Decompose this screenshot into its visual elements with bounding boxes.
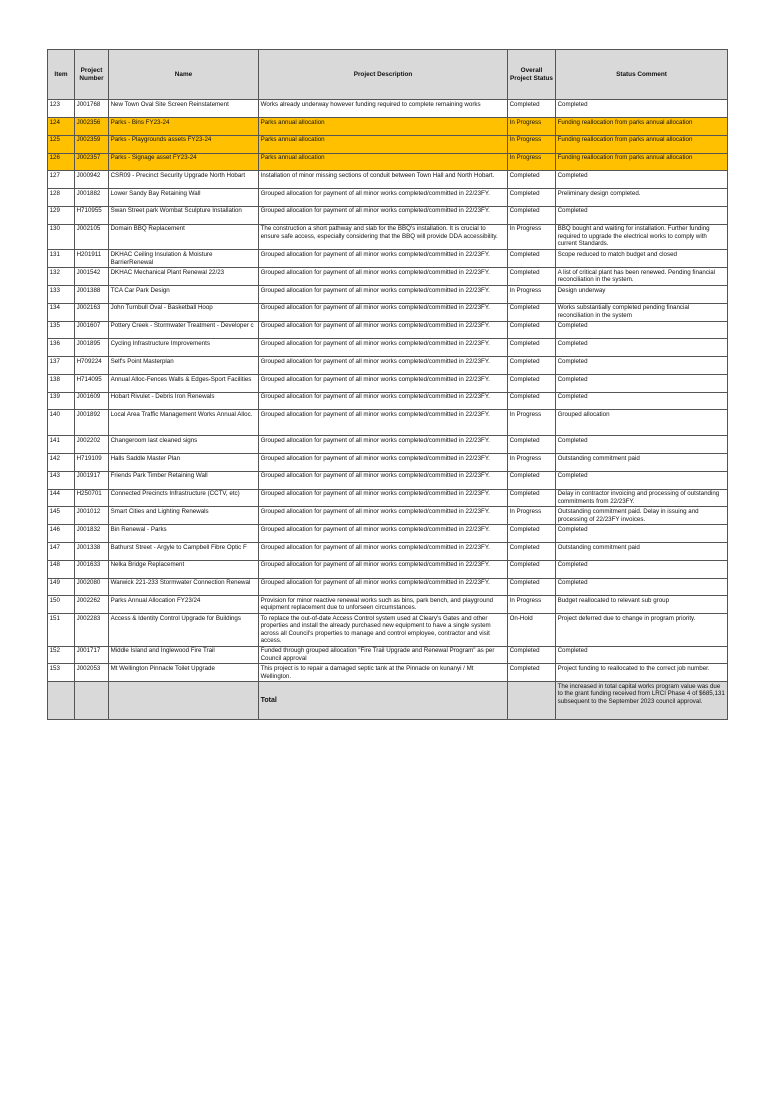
cell-item: 149 <box>48 578 75 596</box>
cell-project-number: H714095 <box>75 374 109 392</box>
table-row <box>48 489 728 507</box>
cell-name: DKHAC Mechanical Plant Renewal 22/23 <box>109 268 259 286</box>
cell-name: Smart Cities and Lighting Renewals <box>109 507 259 525</box>
cell-description: Grouped allocation for payment of all minor works completed/committed in 22/23FY. <box>259 303 508 321</box>
cell-name: Halls Saddle Master Plan <box>109 454 259 472</box>
table-row <box>48 471 728 489</box>
table-body <box>48 100 728 682</box>
table-row <box>48 206 728 224</box>
cell-status: In Progress <box>508 117 556 135</box>
cell-name: Access & Identity Control Upgrade for Buildings <box>109 614 259 647</box>
cell-project-number: J001012 <box>75 507 109 525</box>
cell-status: In Progress <box>508 596 556 614</box>
cell-name: Swan Street park Wombat Sculpture Installation <box>109 206 259 224</box>
cell-project-number: H710955 <box>75 206 109 224</box>
table-row <box>48 268 728 286</box>
cell-description: Parks annual allocation <box>259 135 508 153</box>
table-row <box>48 117 728 135</box>
cell-comment: Completed <box>556 471 728 489</box>
header-name: Name <box>109 50 259 100</box>
cell-name: Bathurst Street - Argyle to Campbell Fibre Optic F <box>109 542 259 560</box>
cell-item: 127 <box>48 171 75 189</box>
cell-project-number: H201911 <box>75 250 109 268</box>
cell-description: Grouped allocation for payment of all minor works completed/committed in 22/23FY. <box>259 357 508 375</box>
cell-comment: Completed <box>556 100 728 118</box>
cell-comment: Outstanding commitment paid <box>556 542 728 560</box>
cell-comment: Completed <box>556 171 728 189</box>
cell-status: Completed <box>508 374 556 392</box>
cell-name: Connected Precincts Infrastructure (CCTV, etc) <box>109 489 259 507</box>
cell-status: Completed <box>508 525 556 543</box>
header-description: Project Description <box>259 50 508 100</box>
cell-project-number: J002356 <box>75 117 109 135</box>
cell-name: Hobart Rivulet - Debris Iron Renewals <box>109 392 259 410</box>
cell-status: Completed <box>508 664 556 682</box>
cell-status: Completed <box>508 471 556 489</box>
cell-project-number: J002080 <box>75 578 109 596</box>
cell-comment: Completed <box>556 646 728 664</box>
cell-status: Completed <box>508 171 556 189</box>
cell-name: Nelka Bridge Replacement <box>109 560 259 578</box>
cell-status: In Progress <box>508 224 556 250</box>
cell-project-number: J002359 <box>75 135 109 153</box>
cell-project-number: H250701 <box>75 489 109 507</box>
cell-status: Completed <box>508 578 556 596</box>
cell-status: Completed <box>508 268 556 286</box>
cell-description: Parks annual allocation <box>259 153 508 171</box>
table-row <box>48 454 728 472</box>
cell-description: Grouped allocation for payment of all minor works completed/committed in 22/23FY. <box>259 454 508 472</box>
cell-item: 134 <box>48 303 75 321</box>
cell-comment: Design underway <box>556 286 728 304</box>
cell-comment: Completed <box>556 525 728 543</box>
cell-comment: Completed <box>556 392 728 410</box>
cell-item: 144 <box>48 489 75 507</box>
cell-project-number: J001832 <box>75 525 109 543</box>
cell-status: Completed <box>508 250 556 268</box>
cell-name: Annual Alloc-Fences Walls & Edges-Sport Facilities <box>109 374 259 392</box>
cell-description: Grouped allocation for payment of all minor works completed/committed in 22/23FY. <box>259 489 508 507</box>
cell-description: Grouped allocation for payment of all minor works completed/committed in 22/23FY. <box>259 525 508 543</box>
cell-description: Grouped allocation for payment of all minor works completed/committed in 22/23FY. <box>259 392 508 410</box>
cell-comment: Outstanding commitment paid <box>556 454 728 472</box>
cell-status: On-Hold <box>508 614 556 647</box>
table-row <box>48 321 728 339</box>
cell-item: 130 <box>48 224 75 250</box>
cell-name: Bin Renewal - Parks <box>109 525 259 543</box>
cell-item: 141 <box>48 436 75 454</box>
cell-item: 124 <box>48 117 75 135</box>
cell-name: Mt Wellington Pinnacle Toilet Upgrade <box>109 664 259 682</box>
cell-status: In Progress <box>508 410 556 436</box>
cell-comment: Project deferred due to change in program priority. <box>556 614 728 647</box>
cell-status: In Progress <box>508 286 556 304</box>
cell-project-number: J001882 <box>75 189 109 207</box>
cell-name: Local Area Traffic Management Works Annual Alloc. <box>109 410 259 436</box>
cell-description: Grouped allocation for payment of all minor works completed/committed in 22/23FY. <box>259 374 508 392</box>
cell-description: To replace the out-of-date Access Control system used at Cleary's Gates and other properties and install the already purchased new equipment to have a single system across all Council's properties to manage and control employee, contractor and visit access. <box>259 614 508 647</box>
cell-name: DKHAC Ceiling Insulation & Moisture BarrierRenewal <box>109 250 259 268</box>
table-row <box>48 507 728 525</box>
cell-description: This project is to repair a damaged septic tank at the Pinnacle on kunanyi / Mt Wellington. <box>259 664 508 682</box>
cell-item: 150 <box>48 596 75 614</box>
cell-item: 153 <box>48 664 75 682</box>
cell-description: Grouped allocation for payment of all minor works completed/committed in 22/23FY. <box>259 268 508 286</box>
cell-status: Completed <box>508 339 556 357</box>
cell-item: 145 <box>48 507 75 525</box>
table-row <box>48 135 728 153</box>
cell-status: Completed <box>508 489 556 507</box>
cell-project-number: J001338 <box>75 542 109 560</box>
cell-status: Completed <box>508 206 556 224</box>
table-row <box>48 286 728 304</box>
cell-status: Completed <box>508 321 556 339</box>
cell-project-number: J002053 <box>75 664 109 682</box>
cell-item: 147 <box>48 542 75 560</box>
cell-name: Parks - Bins FY23-24 <box>109 117 259 135</box>
cell-project-number: J001609 <box>75 392 109 410</box>
cell-comment: Outstanding commitment paid. Delay in issuing and processing of 22/23FY invoices. <box>556 507 728 525</box>
table-row <box>48 189 728 207</box>
cell-item: 123 <box>48 100 75 118</box>
cell-item: 138 <box>48 374 75 392</box>
cell-project-number: J001388 <box>75 286 109 304</box>
cell-name: Parks Annual Allocation FY23/24 <box>109 596 259 614</box>
cell-comment: Funding reallocation from parks annual allocation <box>556 153 728 171</box>
header-project-number: Project Number <box>75 50 109 100</box>
cell-status: In Progress <box>508 454 556 472</box>
total-empty-cell <box>75 682 109 720</box>
cell-name: Cycling Infrastructure Improvements <box>109 339 259 357</box>
table-row <box>48 224 728 250</box>
cell-description: Grouped allocation for payment of all minor works completed/committed in 22/23FY. <box>259 321 508 339</box>
cell-comment: Completed <box>556 321 728 339</box>
cell-item: 139 <box>48 392 75 410</box>
cell-name: Parks - Playgrounds assets FY23-24 <box>109 135 259 153</box>
cell-item: 146 <box>48 525 75 543</box>
cell-status: In Progress <box>508 153 556 171</box>
cell-name: TCA Car Park Design <box>109 286 259 304</box>
cell-description: Grouped allocation for payment of all minor works completed/committed in 22/23FY. <box>259 507 508 525</box>
cell-comment: BBQ bought and waiting for installation. Further funding required to upgrade the electrical works to comply with current Standards. <box>556 224 728 250</box>
cell-name: Middle Island and Inglewood Fire Trail <box>109 646 259 664</box>
cell-comment: Funding reallocation from parks annual allocation <box>556 117 728 135</box>
header-item: Item <box>48 50 75 100</box>
total-empty-cell <box>508 682 556 720</box>
cell-item: 152 <box>48 646 75 664</box>
cell-comment: Budget reallocated to relevant sub group <box>556 596 728 614</box>
cell-description: Grouped allocation for payment of all minor works completed/committed in 22/23FY. <box>259 542 508 560</box>
cell-project-number: J002283 <box>75 614 109 647</box>
cell-project-number: J001607 <box>75 321 109 339</box>
header-status: Overall Project Status <box>508 50 556 100</box>
cell-name: Friends Park Timber Retaining Wall <box>109 471 259 489</box>
project-status-table <box>47 49 728 720</box>
header-comment: Status Comment <box>556 50 728 100</box>
cell-item: 140 <box>48 410 75 436</box>
total-empty-cell <box>48 682 75 720</box>
cell-status: Completed <box>508 542 556 560</box>
cell-project-number: J002262 <box>75 596 109 614</box>
cell-item: 148 <box>48 560 75 578</box>
cell-status: Completed <box>508 646 556 664</box>
cell-comment: Completed <box>556 339 728 357</box>
cell-status: Completed <box>508 436 556 454</box>
cell-name: Domain BBQ Replacement <box>109 224 259 250</box>
cell-project-number: J001917 <box>75 471 109 489</box>
header-row <box>48 50 728 100</box>
cell-description: Grouped allocation for payment of all minor works completed/committed in 22/23FY. <box>259 410 508 436</box>
table-row <box>48 596 728 614</box>
cell-item: 128 <box>48 189 75 207</box>
cell-name: Parks - Signage asset FY23-24 <box>109 153 259 171</box>
cell-description: Works already underway however funding required to complete remaining works <box>259 100 508 118</box>
cell-description: Grouped allocation for payment of all minor works completed/committed in 22/23FY. <box>259 206 508 224</box>
table-row <box>48 153 728 171</box>
cell-comment: Completed <box>556 206 728 224</box>
cell-comment: Grouped allocation <box>556 410 728 436</box>
cell-name: New Town Oval Site Screen Reinstatement <box>109 100 259 118</box>
cell-description: Funded through grouped allocation "Fire Trail Upgrade and Renewal Program" as per Council approval <box>259 646 508 664</box>
cell-project-number: J001633 <box>75 560 109 578</box>
cell-comment: Delay in contractor invoicing and processing of outstanding commitments from 22/23FY. <box>556 489 728 507</box>
table-row <box>48 100 728 118</box>
total-row <box>48 682 728 720</box>
cell-description: Parks annual allocation <box>259 117 508 135</box>
cell-item: 125 <box>48 135 75 153</box>
cell-description: Grouped allocation for payment of all minor works completed/committed in 22/23FY. <box>259 436 508 454</box>
table-row <box>48 339 728 357</box>
cell-item: 126 <box>48 153 75 171</box>
cell-item: 133 <box>48 286 75 304</box>
cell-status: In Progress <box>508 135 556 153</box>
table-row <box>48 171 728 189</box>
table-row <box>48 646 728 664</box>
table-row <box>48 525 728 543</box>
table-row <box>48 436 728 454</box>
cell-project-number: H719109 <box>75 454 109 472</box>
cell-description: Grouped allocation for payment of all minor works completed/committed in 22/23FY. <box>259 250 508 268</box>
cell-comment: Completed <box>556 436 728 454</box>
cell-item: 151 <box>48 614 75 647</box>
cell-status: Completed <box>508 303 556 321</box>
cell-description: Grouped allocation for payment of all minor works completed/committed in 22/23FY. <box>259 560 508 578</box>
cell-comment: Works substantially completed pending financial reconciliation in the system <box>556 303 728 321</box>
cell-comment: Project funding to reallocated to the correct job number. <box>556 664 728 682</box>
cell-description: Grouped allocation for payment of all minor works completed/committed in 22/23FY. <box>259 189 508 207</box>
total-label: Total <box>259 682 508 720</box>
cell-comment: Completed <box>556 560 728 578</box>
cell-item: 136 <box>48 339 75 357</box>
cell-comment: Completed <box>556 357 728 375</box>
table-row <box>48 392 728 410</box>
cell-project-number: J002202 <box>75 436 109 454</box>
cell-project-number: J000942 <box>75 171 109 189</box>
cell-description: Provision for minor reactive renewal works such as bins, park bench, and playground equipment replacement due to unforseen circumstances. <box>259 596 508 614</box>
cell-comment: Funding reallocation from parks annual allocation <box>556 135 728 153</box>
total-comment: The increased in total capital works program value was due to the grant funding received from LRCI Phase 4 of $685,131 subsequent to the September 2023 council approval. <box>556 682 728 720</box>
cell-description: Grouped allocation for payment of all minor works completed/committed in 22/23FY. <box>259 286 508 304</box>
cell-project-number: J001542 <box>75 268 109 286</box>
cell-description: Grouped allocation for payment of all minor works completed/committed in 22/23FY. <box>259 471 508 489</box>
cell-status: Completed <box>508 189 556 207</box>
cell-item: 132 <box>48 268 75 286</box>
cell-comment: Preliminary design completed. <box>556 189 728 207</box>
cell-item: 135 <box>48 321 75 339</box>
cell-item: 143 <box>48 471 75 489</box>
cell-status: Completed <box>508 357 556 375</box>
cell-status: Completed <box>508 560 556 578</box>
cell-comment: Completed <box>556 374 728 392</box>
cell-description: Installation of minor missing sections of conduit between Town Hall and North Hobart. <box>259 171 508 189</box>
cell-project-number: J001717 <box>75 646 109 664</box>
cell-name: Self's Point Masterplan <box>109 357 259 375</box>
cell-description: Grouped allocation for payment of all minor works completed/committed in 22/23FY. <box>259 339 508 357</box>
cell-item: 137 <box>48 357 75 375</box>
total-empty-cell <box>109 682 259 720</box>
table-row <box>48 614 728 647</box>
cell-comment: Completed <box>556 578 728 596</box>
cell-item: 129 <box>48 206 75 224</box>
table-row <box>48 560 728 578</box>
cell-name: Warwick 221-233 Stormwater Connection Renewal <box>109 578 259 596</box>
cell-project-number: J002357 <box>75 153 109 171</box>
cell-project-number: J002105 <box>75 224 109 250</box>
cell-name: John Turnbull Oval - Basketball Hoop <box>109 303 259 321</box>
cell-item: 142 <box>48 454 75 472</box>
cell-description: The construction a short pathway and slab for the BBQ's installation. It is crucial to ensure safe access, especially considering that the BBQ will provide DDA accessibility. <box>259 224 508 250</box>
cell-status: In Progress <box>508 507 556 525</box>
table-row <box>48 357 728 375</box>
cell-status: Completed <box>508 392 556 410</box>
cell-comment: A list of critical plant has been renewed. Pending financial reconciliation in the system. <box>556 268 728 286</box>
cell-item: 131 <box>48 250 75 268</box>
table-row <box>48 578 728 596</box>
table-row <box>48 303 728 321</box>
cell-name: Pottery Creek - Stormwater Treatment - Developer c <box>109 321 259 339</box>
cell-name: CSR09 - Precinct Security Upgrade North Hobart <box>109 171 259 189</box>
table-row <box>48 374 728 392</box>
table-row <box>48 542 728 560</box>
table-row <box>48 410 728 436</box>
cell-name: Changeroom last cleaned signs <box>109 436 259 454</box>
table-header <box>48 50 728 100</box>
cell-project-number: H709224 <box>75 357 109 375</box>
cell-project-number: J001768 <box>75 100 109 118</box>
cell-status: Completed <box>508 100 556 118</box>
cell-project-number: J002163 <box>75 303 109 321</box>
cell-description: Grouped allocation for payment of all minor works completed/committed in 22/23FY. <box>259 578 508 596</box>
cell-project-number: J001892 <box>75 410 109 436</box>
cell-name: Lower Sandy Bay Retaining Wall <box>109 189 259 207</box>
cell-project-number: J001895 <box>75 339 109 357</box>
table-row <box>48 664 728 682</box>
cell-comment: Scope reduced to match budget and closed <box>556 250 728 268</box>
table-row <box>48 250 728 268</box>
